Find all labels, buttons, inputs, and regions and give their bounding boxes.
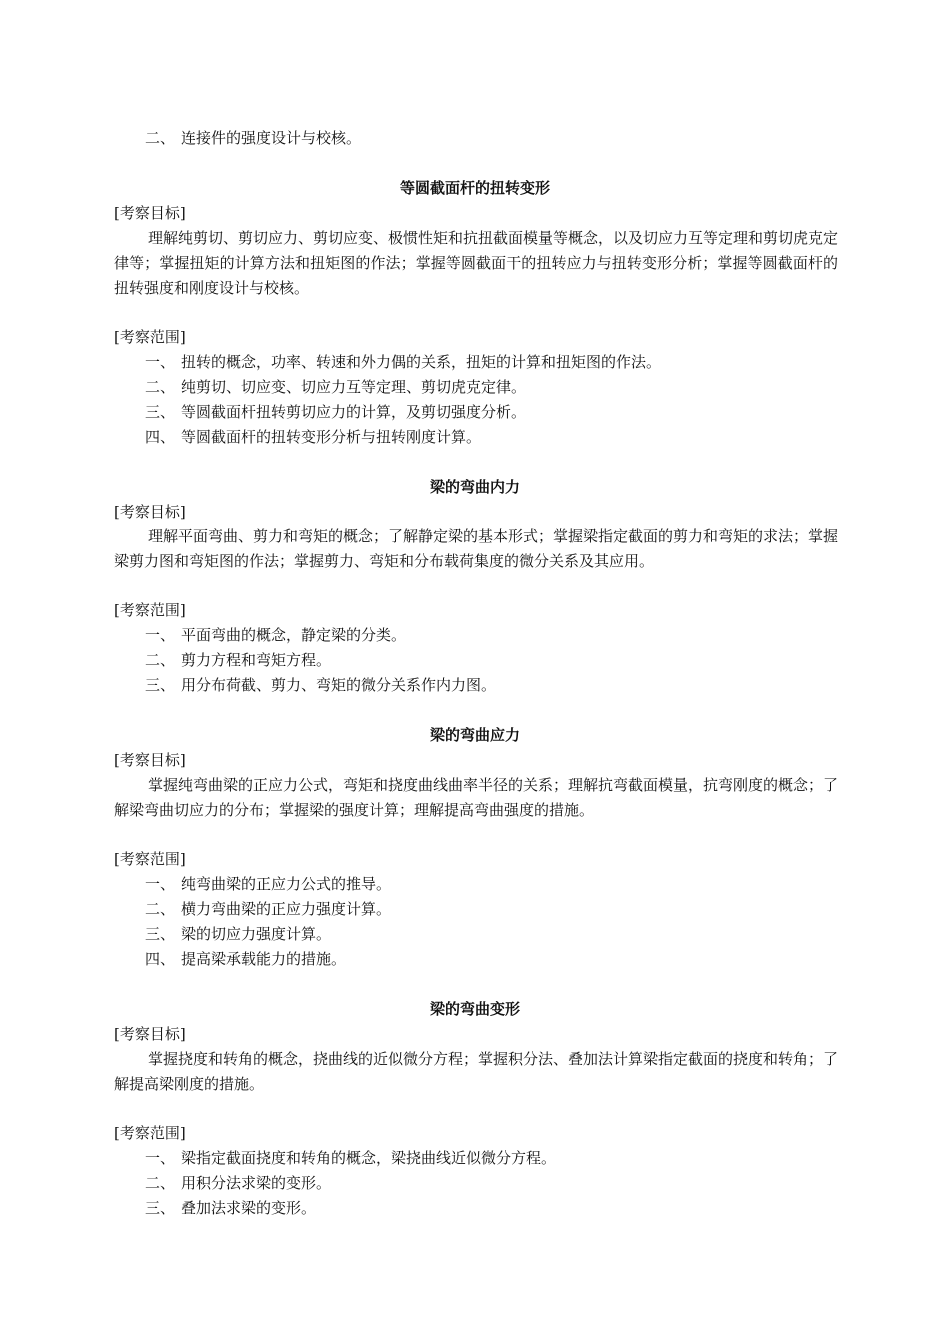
item-text: 横力弯曲梁的正应力强度计算。: [181, 900, 392, 918]
item-number: 一、: [145, 353, 176, 371]
list-item: [145, 922, 331, 946]
list-item: [145, 350, 661, 374]
item-text: 平面弯曲的概念，静定梁的分类。: [181, 626, 407, 644]
section-title: 梁的弯曲应力: [429, 726, 520, 744]
item-text: 用积分法求梁的变形。: [181, 1174, 332, 1192]
goal-paragraph: 掌握挠度和转角的概念，挠曲线的近似微分方程；掌握积分法、叠加法计算梁指定截面的挠度和转角；了解提高梁刚度的措施。: [114, 1050, 839, 1093]
list-item: [145, 872, 391, 896]
item-text: 提高梁承载能力的措施。: [181, 950, 347, 968]
item-number: 二、: [145, 378, 176, 396]
list-item: [145, 897, 391, 921]
item-number: 四、: [145, 428, 176, 446]
item-number: 一、: [145, 1149, 176, 1167]
item-number: 三、: [145, 403, 176, 421]
item-text: 剪力方程和弯矩方程。: [181, 651, 332, 669]
list-item: [145, 400, 526, 424]
item-number: 一、: [145, 875, 176, 893]
scope-label: [考察范围]: [114, 328, 186, 346]
item-number: 二、: [145, 1174, 176, 1192]
list-item: [145, 375, 526, 399]
item-text: 扭转的概念，功率、转速和外力偶的关系，扭矩的计算和扭矩图的作法。: [181, 353, 662, 371]
list-item: [145, 623, 406, 647]
item-number: 四、: [145, 950, 176, 968]
scope-label: [考察范围]: [114, 850, 186, 868]
list-item: [145, 1146, 556, 1170]
goal-label: [考察目标]: [114, 1025, 186, 1043]
item-text: 连接件的强度设计与校核。: [181, 129, 362, 147]
item-text: 叠加法求梁的变形。: [181, 1199, 317, 1217]
list-item: [145, 1171, 331, 1195]
item-text: 等圆截面杆扭转剪切应力的计算，及剪切强度分析。: [181, 403, 527, 421]
item-number: 三、: [145, 676, 176, 694]
scope-label: [考察范围]: [114, 601, 186, 619]
item-text: 用分布荷截、剪力、弯矩的微分关系作内力图。: [181, 676, 497, 694]
intro-list-item: [145, 126, 361, 150]
section-title: 梁的弯曲变形: [429, 1000, 520, 1018]
goal-label: [考察目标]: [114, 204, 186, 222]
list-item: [145, 673, 496, 697]
goal-paragraph: 理解平面弯曲、剪力和弯矩的概念；了解静定梁的基本形式；掌握梁指定截面的剪力和弯矩的求法；掌握梁剪力图和弯矩图的作法；掌握剪力、弯矩和分布载荷集度的微分关系及其应用。: [114, 527, 839, 570]
list-item: [145, 1196, 316, 1220]
item-text: 梁的切应力强度计算。: [181, 925, 332, 943]
goal-paragraph: 理解纯剪切、剪切应力、剪切应变、极惯性矩和抗扭截面模量等概念，以及切应力互等定理和剪切虎克定律等；掌握扭矩的计算方法和扭矩图的作法；掌握等圆截面干的扭转应力与扭转变形分析；掌握等圆截面杆的扭转强度和刚度设计与校核。: [114, 229, 839, 297]
goal-label: [考察目标]: [114, 503, 186, 521]
list-item: [145, 425, 481, 449]
section-title: 等圆截面杆的扭转变形: [399, 179, 550, 197]
item-text: 梁指定截面挠度和转角的概念，梁挠曲线近似微分方程。: [181, 1149, 557, 1167]
item-number: 二、: [145, 900, 176, 918]
item-text: 等圆截面杆的扭转变形分析与扭转刚度计算。: [181, 428, 482, 446]
list-item: [145, 947, 346, 971]
item-text: 纯弯曲梁的正应力公式的推导。: [181, 875, 392, 893]
goal-label: [考察目标]: [114, 751, 186, 769]
section-title: 梁的弯曲内力: [429, 478, 520, 496]
item-number: 一、: [145, 626, 176, 644]
item-number: 三、: [145, 1199, 176, 1217]
list-item: [145, 648, 331, 672]
item-text: 纯剪切、切应变、切应力互等定理、剪切虎克定律。: [181, 378, 527, 396]
goal-paragraph: 掌握纯弯曲梁的正应力公式，弯矩和挠度曲线曲率半径的关系；理解抗弯截面模量，抗弯刚度的概念；了解梁弯曲切应力的分布；掌握梁的强度计算；理解提高弯曲强度的措施。: [114, 776, 839, 819]
scope-label: [考察范围]: [114, 1124, 186, 1142]
item-number: 三、: [145, 925, 176, 943]
item-number: 二、: [145, 129, 176, 147]
item-number: 二、: [145, 651, 176, 669]
